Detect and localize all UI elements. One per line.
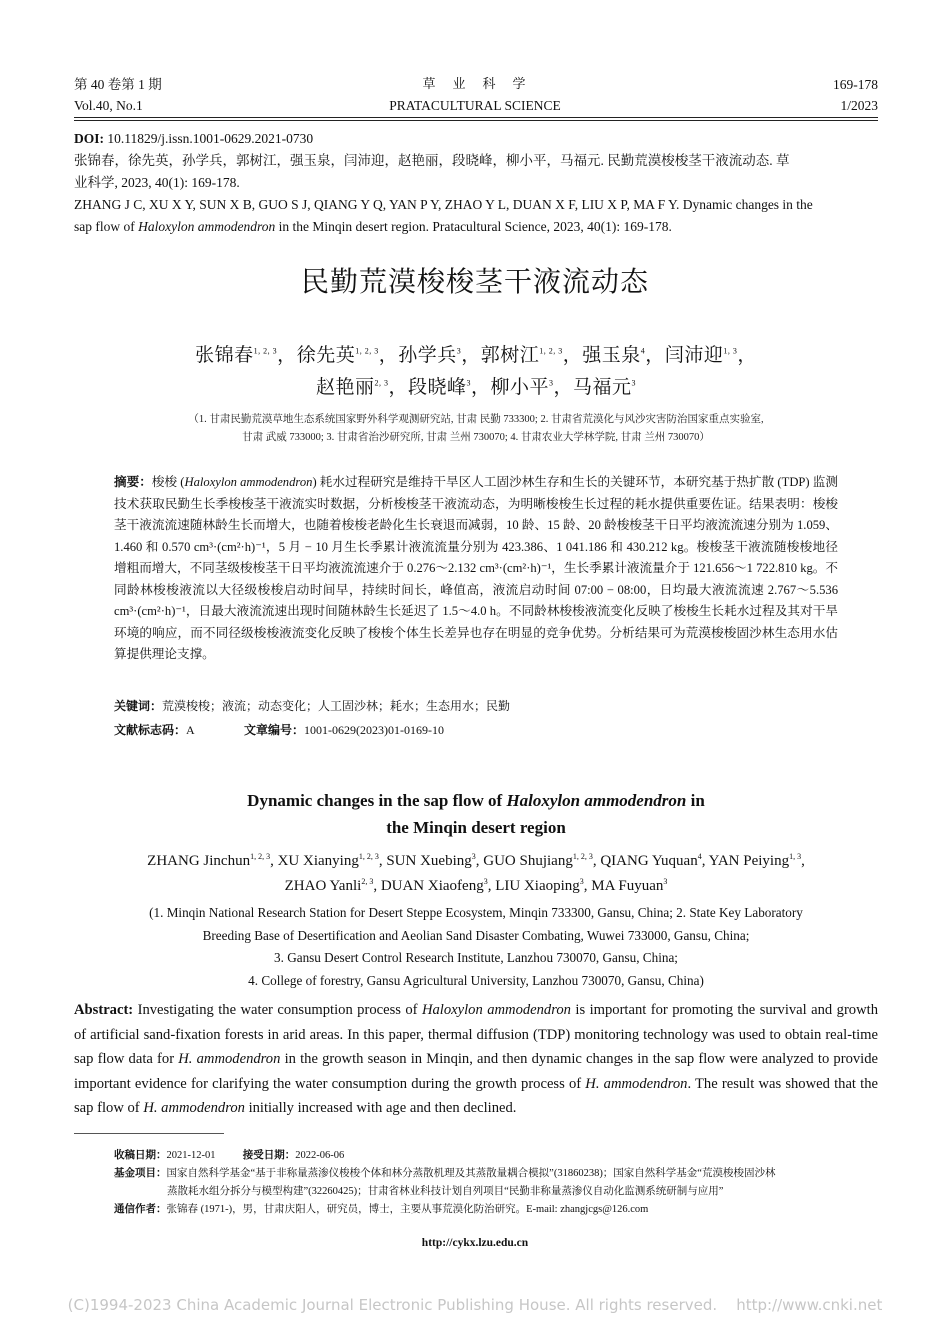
author-affiliation-mark: 3 bbox=[471, 852, 476, 861]
author-name: SUN Xuebing bbox=[386, 853, 472, 869]
author-affiliation-mark: 2, 3 bbox=[361, 877, 374, 886]
affiliation-en-line4: 4. College of forestry, Gansu Agricultural University, Lanzhou 730070, Gansu, China) bbox=[248, 972, 704, 988]
title-en-line2: the Minqin desert region bbox=[386, 818, 566, 837]
doc-code: A bbox=[186, 723, 195, 737]
author-affiliation-mark: 3 bbox=[631, 378, 637, 388]
author-affiliation-mark: 3 bbox=[549, 378, 554, 388]
footnote-fund-cont: 蒸散耗水组分拆分与模型构建”(32260425)；甘肃省林业科技计划自列项目“民勤非称量蒸渗仪自动化监测系统研制与应用” bbox=[167, 1186, 724, 1197]
authors-en-line1 bbox=[74, 849, 878, 874]
species-name: H. ammodendron bbox=[178, 1051, 281, 1067]
author-affiliation-mark: 3 bbox=[466, 378, 471, 388]
title-en-text: in bbox=[686, 791, 705, 810]
affiliation-en-line3: 3. Gansu Desert Control Research Institute, Lanzhou 730070, Gansu, China; bbox=[274, 950, 678, 965]
author-separator: , bbox=[475, 853, 484, 869]
footnote-rule bbox=[74, 1133, 224, 1134]
author-separator: ， bbox=[562, 345, 583, 366]
author-name: 强玉泉 bbox=[582, 345, 641, 366]
journal-url[interactable]: http://cykx.lzu.edu.cn bbox=[421, 1237, 529, 1249]
author-name: XU Xianying bbox=[277, 853, 359, 869]
author-text: 张锦春 (1971-)，男，甘肃庆阳人，研究员，博士，主要从事荒漠化防治研究。E-mail: zhangjcgs@126.com bbox=[166, 1204, 649, 1215]
author-name: YAN Peiying bbox=[708, 853, 790, 869]
author-affiliation-mark: 3 bbox=[456, 346, 462, 356]
citation-en-line1: ZHANG J C, XU X Y, SUN X B, GUO S J, QIANG Y Q, YAN P Y, ZHAO Y L, DUAN X F, LIU X P, MA F Y. Dynamic changes in the bbox=[74, 197, 813, 212]
species-name: H. ammodendron bbox=[585, 1075, 688, 1092]
author-name: 孙学兵 bbox=[398, 345, 457, 366]
page-title-en bbox=[74, 787, 878, 841]
abstract-cn bbox=[114, 472, 838, 666]
author-name: LIU Xiaoping bbox=[495, 878, 580, 894]
doi-link[interactable]: 10.11829/j.issn.1001-0629.2021-0730 bbox=[107, 131, 314, 146]
citation-block bbox=[74, 128, 878, 238]
fund-text: 国家自然科学基金“基于非称量蒸渗仪梭梭个体和林分蒸散机理及其蒸散量耦合模拟”(31860238)；国家自然科学基金“荒漠梭梭固沙林 bbox=[166, 1168, 776, 1179]
keywords-cn bbox=[114, 696, 838, 716]
species-name: Haloxylon ammodendron bbox=[184, 475, 313, 489]
accepted-date: 2022-06-06 bbox=[295, 1150, 345, 1161]
keywords-label: 关键词： bbox=[114, 699, 163, 713]
author-affiliation-mark: 2, 3 bbox=[374, 378, 389, 388]
author-name: ZHANG Jinchun bbox=[147, 853, 251, 869]
author-name: ZHAO Yanli bbox=[284, 878, 362, 894]
author-separator: , bbox=[701, 853, 709, 869]
affiliation-cn-line1: （1. 甘肃民勤荒漠草地生态系统国家野外科学观测研究站, 甘肃 民勤 733300; 2. 甘肃省荒漠化与风沙灾害防治国家重点实验室, bbox=[188, 414, 764, 425]
author-separator: , bbox=[373, 878, 381, 894]
author-name: 柳小平 bbox=[490, 377, 550, 398]
doi-label: DOI: bbox=[74, 131, 104, 146]
author-affiliation-mark: 1, 2, 3 bbox=[358, 852, 379, 861]
author-name: 郭树江 bbox=[480, 345, 540, 366]
author-name: 徐先英 bbox=[296, 345, 356, 366]
citation-text: in the Minqin desert region. Pratacultural Science, 2023, 40(1): 169-178. bbox=[275, 219, 672, 234]
affiliation-cn-line2: 甘肃 武威 733000; 3. 甘肃省治沙研究所, 甘肃 兰州 730070; 4. 甘肃农业大学林学院, 甘肃 兰州 730070） bbox=[242, 432, 710, 443]
author-name: 闫沛迎 bbox=[664, 345, 724, 366]
affiliation-en-line2: Breeding Base of Desertification and Aeolian Sand Disaster Combating, Wuwei 733000, Gansu, China; bbox=[202, 927, 750, 943]
classification-line bbox=[114, 720, 838, 740]
header-journal-cn: 草 业 科 学 bbox=[422, 77, 528, 92]
keywords-text: 荒漠梭梭；液流；动态变化；人工固沙林；耗水；生态用水；民勤 bbox=[162, 699, 511, 713]
author-affiliation-mark: 1, 2, 3 bbox=[572, 852, 593, 861]
abstract-en-text: in the growth season in Minqin, and then dynamic changes in the sap flow were analyzed to provide important evidence for clarifying the water consumption during the growth process of bbox=[74, 1051, 878, 1092]
header-page-range: 169-178 bbox=[833, 77, 878, 92]
author-name: 段晓峰 bbox=[407, 377, 467, 398]
author-name: GUO Shujiang bbox=[483, 853, 573, 869]
author-label: 通信作者： bbox=[114, 1204, 167, 1215]
doc-code-label: 文献标志码： bbox=[114, 723, 187, 737]
author-separator: , bbox=[270, 853, 278, 869]
abstract-en-label: Abstract: bbox=[74, 1002, 134, 1018]
author-affiliation-mark: 1, 3 bbox=[789, 852, 802, 861]
author-affiliation-mark: 3 bbox=[579, 877, 584, 886]
author-affiliation-mark: 1, 2, 3 bbox=[250, 852, 271, 861]
header-rule bbox=[74, 117, 878, 118]
abstract-cn-label: 摘要： bbox=[114, 475, 152, 489]
copyright-footer: (C)1994-2023 China Academic Journal Electronic Publishing House. All rights reserved. http://www.cnki.net bbox=[67, 1296, 883, 1314]
abstract-cn-text: 梭梭 ( bbox=[151, 475, 185, 489]
author-separator: ， bbox=[378, 345, 399, 366]
article-no-label: 文章编号： bbox=[244, 723, 305, 737]
authors-cn-line1 bbox=[74, 340, 878, 371]
author-separator: ， bbox=[388, 377, 408, 398]
article-no: 1001-0629(2023)01-0169-10 bbox=[304, 723, 445, 737]
abstract-en-text: initially increased with age and then declined. bbox=[244, 1100, 517, 1116]
author-separator: ， bbox=[470, 377, 491, 398]
header-rule-2 bbox=[74, 120, 878, 121]
author-affiliation-mark: 1, 2, 3 bbox=[355, 346, 379, 356]
author-separator: ， bbox=[645, 345, 665, 366]
author-separator: ， bbox=[461, 345, 481, 366]
header-issue: 1/2023 bbox=[840, 98, 878, 113]
author-name: 张锦春 bbox=[195, 345, 254, 366]
fund-label: 基金项目： bbox=[114, 1168, 167, 1179]
abstract-en-text: Investigating the water consumption process of bbox=[133, 1002, 422, 1018]
citation-en-line2 bbox=[74, 216, 878, 238]
received-date: 2021-12-01 bbox=[166, 1150, 216, 1161]
footnote-fund bbox=[114, 1165, 878, 1183]
header-volume-en: Vol.40, No.1 bbox=[74, 98, 143, 113]
species-name: H. ammodendron bbox=[143, 1100, 245, 1116]
header-journal bbox=[0, 74, 950, 116]
authors-en-line2 bbox=[74, 874, 878, 899]
author-separator: , bbox=[487, 878, 496, 894]
authors-en bbox=[74, 849, 878, 899]
abstract-en bbox=[74, 998, 878, 1121]
author-affiliation-mark: 3 bbox=[663, 877, 668, 886]
author-name: 赵艳丽 bbox=[315, 377, 375, 398]
abstract-cn-text: ) 耗水过程研究是维持干旱区人工固沙林生存和生长的关键环节，本研究基于热扩散 (TDP) 监测技术获取民勤生长季梭梭茎干液流实时数据，分析梭梭茎干液流动态，为明晰梭梭生长过程的耗水提供重要佐证。结果表明：梭梭茎干液流流速随林龄生长而增大，也随着梭梭老龄化生长衰退而减弱，10 龄、15 龄、20 龄梭梭茎干日平均液流流速分别为 1.059、1.460 和 0.570 cm³·(cm²·h)⁻¹，5 月 − 10 月生长季累计液流流量分别为 423.386、1 041.186 和 430.212 kg。梭梭茎干液流随梭梭地径增粗而增大，不同茎级梭梭茎干日平均液流流速介于 0.276～2.132 cm³·(cm²·h)⁻¹，生长季累计液流量介于 121.656～1 722.810 kg。不同龄林梭梭液流以大径级梭梭启动时间早，持续时间长，峰值高，液流启动时间 07:00 − 08:00，日均最大液流流速 2.767～5.536 cm³·(cm²·h)⁻¹，日最大液流流速出现时间随林龄生长延迟了 1.5～4.0 h。不同龄林梭梭液流变化反映了梭梭生长耗水过程及其对干旱环境的响应，而不同径级梭梭液流变化反映了梭梭个体生长差异也存在明显的竞争优势。分析结果可为荒漠梭梭固沙林生态用水估算提供理论支撑。 bbox=[114, 475, 839, 661]
author-affiliation-mark: 1, 2, 3 bbox=[539, 346, 563, 356]
abstract-en-text: . The result was showed that the sap flow of bbox=[74, 1075, 878, 1116]
accepted-label: 接受日期： bbox=[242, 1150, 296, 1161]
title-en-text: Dynamic changes in the sap flow of bbox=[247, 791, 507, 810]
author-separator: ， bbox=[553, 377, 574, 398]
author-separator: , bbox=[592, 853, 601, 869]
abstract-en-text: is important for promoting the survival and growth of artificial sand-fixation forests in arid areas. In this paper, thermal diffusion (TDP) monitoring technology was used to obtain real-time sap flow data for bbox=[74, 1002, 878, 1067]
authors-cn-line2 bbox=[74, 372, 878, 403]
author-affiliation-mark: 4 bbox=[640, 346, 646, 356]
author-separator: , bbox=[801, 853, 805, 869]
author-separator: , bbox=[583, 878, 592, 894]
page-title-cn: 民勤荒漠梭梭茎干液流动态 bbox=[300, 265, 649, 298]
citation-text: sap flow of bbox=[74, 219, 139, 234]
received-label: 收稿日期： bbox=[114, 1150, 167, 1161]
affiliation-en-line1: (1. Minqin National Research Station for Desert Steppe Ecosystem, Minqin 733300, Gansu, China; 2. State Key Laboratory bbox=[149, 905, 803, 920]
author-name: DUAN Xiaofeng bbox=[380, 878, 484, 894]
species-name: Haloxylon ammodendron bbox=[421, 1002, 571, 1018]
header-volume-cn: 第 40 卷第 1 期 bbox=[74, 77, 162, 92]
author-affiliation-mark: 4 bbox=[697, 852, 702, 861]
species-name: Haloxylon ammodendron bbox=[506, 791, 687, 810]
author-name: 马福元 bbox=[573, 377, 632, 398]
author-affiliation-mark: 1, 3 bbox=[723, 346, 738, 356]
author-affiliation-mark: 1, 2, 3 bbox=[253, 346, 278, 356]
header-pages bbox=[833, 74, 878, 116]
species-name: Haloxylon ammodendron bbox=[138, 219, 276, 234]
doi-line bbox=[74, 128, 878, 150]
author-affiliation-mark: 3 bbox=[483, 877, 488, 886]
author-name: QIANG Yuquan bbox=[600, 853, 698, 869]
citation-cn-line1: 张锦春，徐先英，孙学兵，郭树江，强玉泉，闫沛迎，赵艳丽，段晓峰，柳小平，马福元. 民勤荒漠梭梭茎干液流动态. 草 bbox=[74, 153, 790, 168]
header-journal-en: PRATACULTURAL SCIENCE bbox=[389, 98, 561, 113]
affiliation-en bbox=[74, 902, 878, 992]
author-separator: , bbox=[378, 853, 387, 869]
footnote-author bbox=[114, 1201, 878, 1219]
footnote-dates bbox=[114, 1147, 878, 1165]
citation-cn-line2: 业科学, 2023, 40(1): 169-178. bbox=[74, 175, 240, 190]
author-name: MA Fuyuan bbox=[591, 878, 664, 894]
author-separator: ， bbox=[277, 345, 297, 366]
author-separator: ， bbox=[737, 345, 757, 366]
